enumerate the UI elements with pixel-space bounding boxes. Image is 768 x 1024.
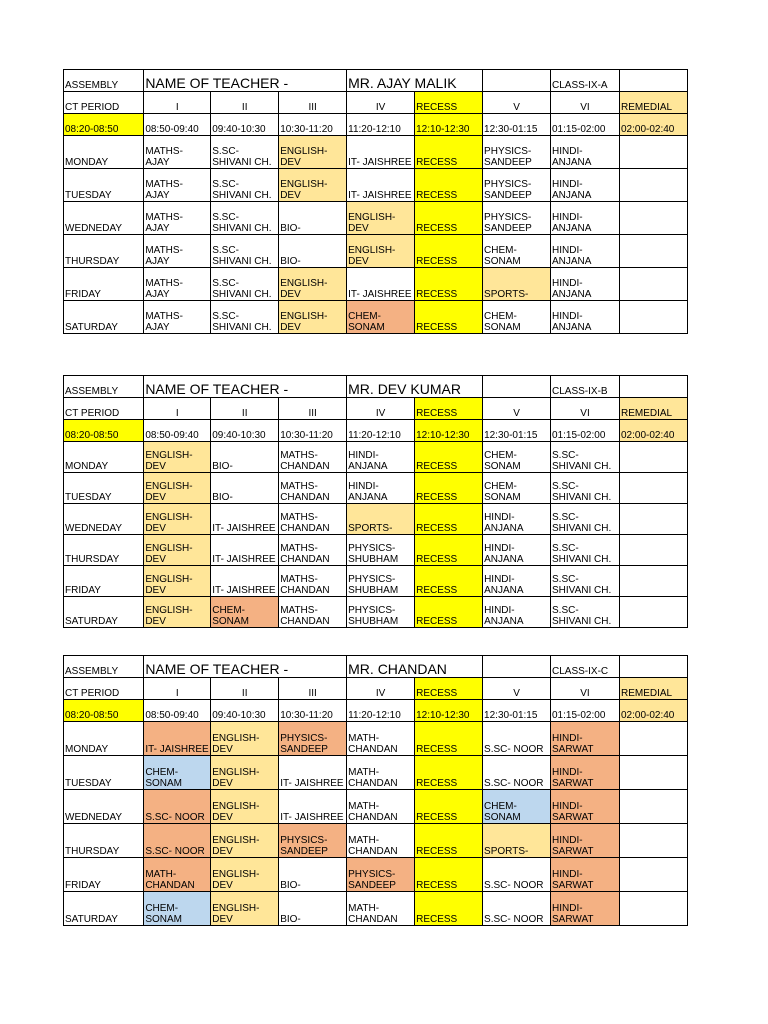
day-row xyxy=(64,268,688,301)
subject-cell: HINDI- ANJANA xyxy=(483,566,551,597)
subject-cell: IT- JAISHREE xyxy=(279,756,347,790)
subject-cell: MATH- CHANDAN xyxy=(347,824,415,858)
subject-cell: BIO- xyxy=(279,858,347,892)
subject-cell: HINDI- ANJANA xyxy=(347,473,415,504)
subject-cell xyxy=(619,892,687,926)
subject-cell: PHYSICS- SHUBHAM xyxy=(347,597,415,628)
subject-cell: PHYSICS- SHUBHAM xyxy=(347,535,415,566)
period-header: II xyxy=(211,678,279,700)
subject-cell: PHYSICS- SANDEEP xyxy=(483,169,551,202)
day-row xyxy=(64,301,688,334)
day-name: SATURDAY xyxy=(64,597,144,628)
time-slot: 09:40-10:30 xyxy=(211,420,279,442)
time-slot: 12:10-12:30 xyxy=(415,700,483,722)
subject-cell: CHEM- SONAM xyxy=(144,892,211,926)
subject-cell: ENGLISH- DEV xyxy=(144,442,211,473)
class-name: CLASS-IX-B xyxy=(551,376,620,398)
day-name: WEDNEDAY xyxy=(64,790,144,824)
subject-cell: S.SC- SHIVANI CH. xyxy=(551,473,620,504)
header-blank-end xyxy=(619,656,687,678)
period-header: I xyxy=(144,92,211,114)
subject-cell xyxy=(619,268,687,301)
subject-cell: RECESS xyxy=(415,442,483,473)
time-slot: 10:30-11:20 xyxy=(279,700,347,722)
subject-cell: MATHS- CHANDAN xyxy=(279,504,347,535)
day-name: TUESDAY xyxy=(64,169,144,202)
subject-cell xyxy=(620,566,688,597)
period-header: REMEDIAL xyxy=(620,398,688,420)
day-name: SATURDAY xyxy=(64,301,144,334)
time-slot: 12:30-01:15 xyxy=(483,700,551,722)
time-slot: 11:20-12:10 xyxy=(347,700,415,722)
subject-cell: SPORTS- xyxy=(483,268,551,301)
period-header: VI xyxy=(551,678,620,700)
period-header: V xyxy=(483,678,551,700)
day-name: MONDAY xyxy=(64,442,144,473)
time-slot: 12:30-01:15 xyxy=(483,114,551,136)
subject-cell: HINDI- ANJANA xyxy=(551,202,620,235)
subject-cell: HINDI- ANJANA xyxy=(551,136,620,169)
subject-cell: PHYSICS- SANDEEP xyxy=(347,858,415,892)
subject-cell: IT- JAISHREE xyxy=(211,535,279,566)
subject-cell: MATH- CHANDAN xyxy=(347,790,415,824)
subject-cell: RECESS xyxy=(415,722,483,756)
subject-cell: S.SC- SHIVANI CH. xyxy=(551,442,620,473)
period-header: REMEDIAL xyxy=(619,92,687,114)
subject-cell: MATH- CHANDAN xyxy=(144,858,211,892)
subject-cell xyxy=(619,858,687,892)
subject-cell: IT- JAISHREE xyxy=(347,268,415,301)
teacher-name: MR. CHANDAN xyxy=(347,656,483,678)
period-header: IV xyxy=(347,398,415,420)
header-blank xyxy=(483,656,551,678)
subject-cell: IT- JAISHREE xyxy=(347,169,415,202)
subject-cell: S.SC- SHIVANI CH. xyxy=(551,566,620,597)
day-name: FRIDAY xyxy=(64,566,144,597)
day-name: FRIDAY xyxy=(64,268,144,301)
subject-cell xyxy=(619,169,687,202)
subject-cell: MATHS- AJAY xyxy=(144,268,211,301)
subject-cell: RECESS xyxy=(415,756,483,790)
subject-cell: S.SC- SHIVANI CH. xyxy=(551,535,620,566)
subject-cell: ENGLISH- DEV xyxy=(279,169,347,202)
subject-cell: ENGLISH- DEV xyxy=(144,473,211,504)
day-row xyxy=(64,756,688,790)
subject-cell: SPORTS- xyxy=(483,824,551,858)
period-header: RECESS xyxy=(415,92,483,114)
assembly-label: ASSEMBLY xyxy=(64,656,144,678)
subject-cell xyxy=(619,136,687,169)
subject-cell: CHEM- SONAM xyxy=(483,473,551,504)
class-name: CLASS-IX-A xyxy=(551,70,620,92)
subject-cell: CHEM- SONAM xyxy=(211,597,279,628)
subject-cell xyxy=(619,790,687,824)
subject-cell: RECESS xyxy=(415,504,483,535)
subject-cell: MATH- CHANDAN xyxy=(347,722,415,756)
subject-cell: HINDI- ANJANA xyxy=(483,504,551,535)
period-header: IV xyxy=(347,92,415,114)
day-name: MONDAY xyxy=(64,136,144,169)
subject-cell: IT- JAISHREE xyxy=(347,136,415,169)
time-slot: 08:20-08:50 xyxy=(64,114,144,136)
subject-cell: BIO- xyxy=(279,892,347,926)
subject-cell: PHYSICS- SANDEEP xyxy=(279,824,347,858)
subject-cell: RECESS xyxy=(415,858,483,892)
subject-cell: S.SC- NOOR xyxy=(483,892,551,926)
subject-cell: MATHS- AJAY xyxy=(144,301,211,334)
ct-period-label: CT PERIOD xyxy=(64,398,144,420)
subject-cell: RECESS xyxy=(415,202,483,235)
time-slot: 12:10-12:30 xyxy=(415,114,483,136)
class-name: CLASS-IX-C xyxy=(551,656,620,678)
period-header: II xyxy=(211,398,279,420)
header-blank-end xyxy=(619,70,687,92)
time-slot: 10:30-11:20 xyxy=(279,420,347,442)
time-slot: 08:50-09:40 xyxy=(144,420,211,442)
header-blank xyxy=(483,376,551,398)
day-row xyxy=(64,597,688,628)
subject-cell: RECESS xyxy=(415,235,483,268)
day-row xyxy=(64,858,688,892)
subject-cell: ENGLISH- DEV xyxy=(211,824,279,858)
subject-cell: MATH- CHANDAN xyxy=(347,756,415,790)
subject-cell: BIO- xyxy=(211,442,279,473)
subject-cell: RECESS xyxy=(415,597,483,628)
subject-cell xyxy=(620,473,688,504)
subject-cell: BIO- xyxy=(279,202,347,235)
teacher-name: MR. DEV KUMAR xyxy=(347,376,483,398)
time-slot: 01:15-02:00 xyxy=(551,114,620,136)
subject-cell: RECESS xyxy=(415,301,483,334)
day-row xyxy=(64,442,688,473)
subject-cell: S.SC- SHIVANI CH. xyxy=(211,235,279,268)
subject-cell: ENGLISH- DEV xyxy=(211,790,279,824)
day-row xyxy=(64,504,688,535)
subject-cell: ENGLISH- DEV xyxy=(211,722,279,756)
time-slot: 08:50-09:40 xyxy=(144,700,211,722)
day-name: TUESDAY xyxy=(64,756,144,790)
subject-cell: ENGLISH- DEV xyxy=(144,535,211,566)
assembly-label: ASSEMBLY xyxy=(64,376,144,398)
day-name: WEDNEDAY xyxy=(64,504,144,535)
subject-cell: PHYSICS- SANDEEP xyxy=(279,722,347,756)
period-header: V xyxy=(483,398,551,420)
subject-cell: HINDI- SARWAT xyxy=(551,858,620,892)
subject-cell xyxy=(620,597,688,628)
period-header: IV xyxy=(347,678,415,700)
timetable-3 xyxy=(63,655,688,926)
subject-cell: CHEM- SONAM xyxy=(144,756,211,790)
period-header: RECESS xyxy=(415,398,483,420)
day-row xyxy=(64,235,688,268)
name-of-teacher-label: NAME OF TEACHER - xyxy=(144,376,347,398)
subject-cell: RECESS xyxy=(415,566,483,597)
day-row xyxy=(64,790,688,824)
subject-cell: MATHS- CHANDAN xyxy=(279,597,347,628)
time-slot: 01:15-02:00 xyxy=(551,700,620,722)
subject-cell: CHEM- SONAM xyxy=(483,235,551,268)
subject-cell: PHYSICS- SHUBHAM xyxy=(347,566,415,597)
day-row xyxy=(64,473,688,504)
time-slot: 01:15-02:00 xyxy=(551,420,620,442)
subject-cell: BIO- xyxy=(279,235,347,268)
subject-cell: RECESS xyxy=(415,535,483,566)
subject-cell: S.SC- SHIVANI CH. xyxy=(211,136,279,169)
day-name: WEDNEDAY xyxy=(64,202,144,235)
subject-cell: SPORTS- xyxy=(347,504,415,535)
subject-cell: S.SC- NOOR xyxy=(144,824,211,858)
subject-cell: BIO- xyxy=(211,473,279,504)
subject-cell: S.SC- SHIVANI CH. xyxy=(211,268,279,301)
subject-cell: ENGLISH- DEV xyxy=(279,136,347,169)
subject-cell: HINDI- ANJANA xyxy=(551,169,620,202)
subject-cell: MATHS- CHANDAN xyxy=(279,535,347,566)
subject-cell: ENGLISH- DEV xyxy=(144,504,211,535)
time-slot: 12:30-01:15 xyxy=(483,420,551,442)
name-of-teacher-label: NAME OF TEACHER - xyxy=(144,656,347,678)
subject-cell: HINDI- ANJANA xyxy=(483,535,551,566)
period-header: II xyxy=(211,92,279,114)
subject-cell xyxy=(619,301,687,334)
subject-cell: ENGLISH- DEV xyxy=(211,892,279,926)
subject-cell: CHEM- SONAM xyxy=(347,301,415,334)
day-row xyxy=(64,202,688,235)
subject-cell: RECESS xyxy=(415,169,483,202)
header-blank xyxy=(483,70,551,92)
time-slot: 02:00-02:40 xyxy=(619,700,687,722)
subject-cell: S.SC- SHIVANI CH. xyxy=(551,597,620,628)
period-header: I xyxy=(144,678,211,700)
day-row xyxy=(64,824,688,858)
subject-cell: IT- JAISHREE xyxy=(279,790,347,824)
subject-cell: HINDI- ANJANA xyxy=(347,442,415,473)
subject-cell xyxy=(620,442,688,473)
day-name: SATURDAY xyxy=(64,892,144,926)
day-name: TUESDAY xyxy=(64,473,144,504)
subject-cell xyxy=(619,756,687,790)
subject-cell: CHEM- SONAM xyxy=(483,442,551,473)
subject-cell xyxy=(620,535,688,566)
time-slot: 08:20-08:50 xyxy=(64,420,144,442)
period-header: III xyxy=(279,398,347,420)
day-row xyxy=(64,722,688,756)
subject-cell: MATHS- CHANDAN xyxy=(279,442,347,473)
subject-cell: HINDI- ANJANA xyxy=(551,235,620,268)
subject-cell: HINDI- SARWAT xyxy=(551,824,620,858)
subject-cell: RECESS xyxy=(415,824,483,858)
subject-cell: S.SC- SHIVANI CH. xyxy=(211,301,279,334)
time-slot: 08:50-09:40 xyxy=(144,114,211,136)
subject-cell: MATHS- AJAY xyxy=(144,235,211,268)
day-name: MONDAY xyxy=(64,722,144,756)
period-header: III xyxy=(279,92,347,114)
subject-cell: S.SC- NOOR xyxy=(483,722,551,756)
subject-cell: IT- JAISHREE xyxy=(144,722,211,756)
subject-cell xyxy=(619,202,687,235)
subject-cell: PHYSICS- SANDEEP xyxy=(483,136,551,169)
timetable-1 xyxy=(63,69,688,334)
subject-cell: HINDI- SARWAT xyxy=(551,892,620,926)
period-header: VI xyxy=(551,92,620,114)
subject-cell: IT- JAISHREE xyxy=(211,504,279,535)
day-row xyxy=(64,136,688,169)
period-header: VI xyxy=(551,398,620,420)
time-slot: 11:20-12:10 xyxy=(347,114,415,136)
day-row xyxy=(64,535,688,566)
subject-cell: MATHS- AJAY xyxy=(144,202,211,235)
subject-cell: CHEM- SONAM xyxy=(483,790,551,824)
subject-cell: MATH- CHANDAN xyxy=(347,892,415,926)
subject-cell: S.SC- SHIVANI CH. xyxy=(211,202,279,235)
subject-cell: ENGLISH- DEV xyxy=(211,858,279,892)
day-name: FRIDAY xyxy=(64,858,144,892)
name-of-teacher-label: NAME OF TEACHER - xyxy=(144,70,347,92)
period-header: V xyxy=(483,92,551,114)
subject-cell: RECESS xyxy=(415,790,483,824)
subject-cell: ENGLISH- DEV xyxy=(144,597,211,628)
ct-period-label: CT PERIOD xyxy=(64,678,144,700)
subject-cell: PHYSICS- SANDEEP xyxy=(483,202,551,235)
day-row xyxy=(64,892,688,926)
subject-cell: ENGLISH- DEV xyxy=(279,268,347,301)
ct-period-label: CT PERIOD xyxy=(64,92,144,114)
subject-cell: S.SC- NOOR xyxy=(144,790,211,824)
time-slot: 02:00-02:40 xyxy=(619,114,687,136)
subject-cell: HINDI- ANJANA xyxy=(551,301,620,334)
subject-cell: MATHS- CHANDAN xyxy=(279,566,347,597)
subject-cell: RECESS xyxy=(415,473,483,504)
subject-cell: IT- JAISHREE xyxy=(211,566,279,597)
time-slot: 10:30-11:20 xyxy=(279,114,347,136)
subject-cell: RECESS xyxy=(415,892,483,926)
period-header: RECESS xyxy=(415,678,483,700)
subject-cell: ENGLISH- DEV xyxy=(347,202,415,235)
subject-cell: HINDI- SARWAT xyxy=(551,790,620,824)
subject-cell: HINDI- ANJANA xyxy=(483,597,551,628)
subject-cell: HINDI- ANJANA xyxy=(551,268,620,301)
assembly-label: ASSEMBLY xyxy=(64,70,144,92)
header-blank-end xyxy=(620,376,688,398)
day-row xyxy=(64,566,688,597)
subject-cell: RECESS xyxy=(415,268,483,301)
subject-cell xyxy=(620,504,688,535)
time-slot: 11:20-12:10 xyxy=(347,420,415,442)
period-header: REMEDIAL xyxy=(619,678,687,700)
subject-cell: CHEM- SONAM xyxy=(483,301,551,334)
day-name: THURSDAY xyxy=(64,535,144,566)
day-row xyxy=(64,169,688,202)
subject-cell: MATHS- CHANDAN xyxy=(279,473,347,504)
time-slot: 12:10-12:30 xyxy=(415,420,483,442)
subject-cell: MATHS- AJAY xyxy=(144,169,211,202)
subject-cell: S.SC- SHIVANI CH. xyxy=(211,169,279,202)
time-slot: 09:40-10:30 xyxy=(211,700,279,722)
subject-cell: RECESS xyxy=(415,136,483,169)
teacher-name: MR. AJAY MALIK xyxy=(347,70,483,92)
day-name: THURSDAY xyxy=(64,824,144,858)
subject-cell: S.SC- NOOR xyxy=(483,756,551,790)
subject-cell xyxy=(619,824,687,858)
time-slot: 02:00-02:40 xyxy=(620,420,688,442)
subject-cell: ENGLISH- DEV xyxy=(347,235,415,268)
subject-cell: MATHS- AJAY xyxy=(144,136,211,169)
subject-cell: HINDI- SARWAT xyxy=(551,756,620,790)
subject-cell: ENGLISH- DEV xyxy=(279,301,347,334)
time-slot: 09:40-10:30 xyxy=(211,114,279,136)
subject-cell: S.SC- NOOR xyxy=(483,858,551,892)
subject-cell xyxy=(619,722,687,756)
subject-cell xyxy=(619,235,687,268)
period-header: I xyxy=(144,398,211,420)
day-name: THURSDAY xyxy=(64,235,144,268)
period-header: III xyxy=(279,678,347,700)
time-slot: 08:20-08:50 xyxy=(64,700,144,722)
subject-cell: HINDI- SARWAT xyxy=(551,722,620,756)
subject-cell: ENGLISH- DEV xyxy=(144,566,211,597)
timetable-2 xyxy=(63,375,688,628)
subject-cell: ENGLISH- DEV xyxy=(211,756,279,790)
subject-cell: S.SC- SHIVANI CH. xyxy=(551,504,620,535)
